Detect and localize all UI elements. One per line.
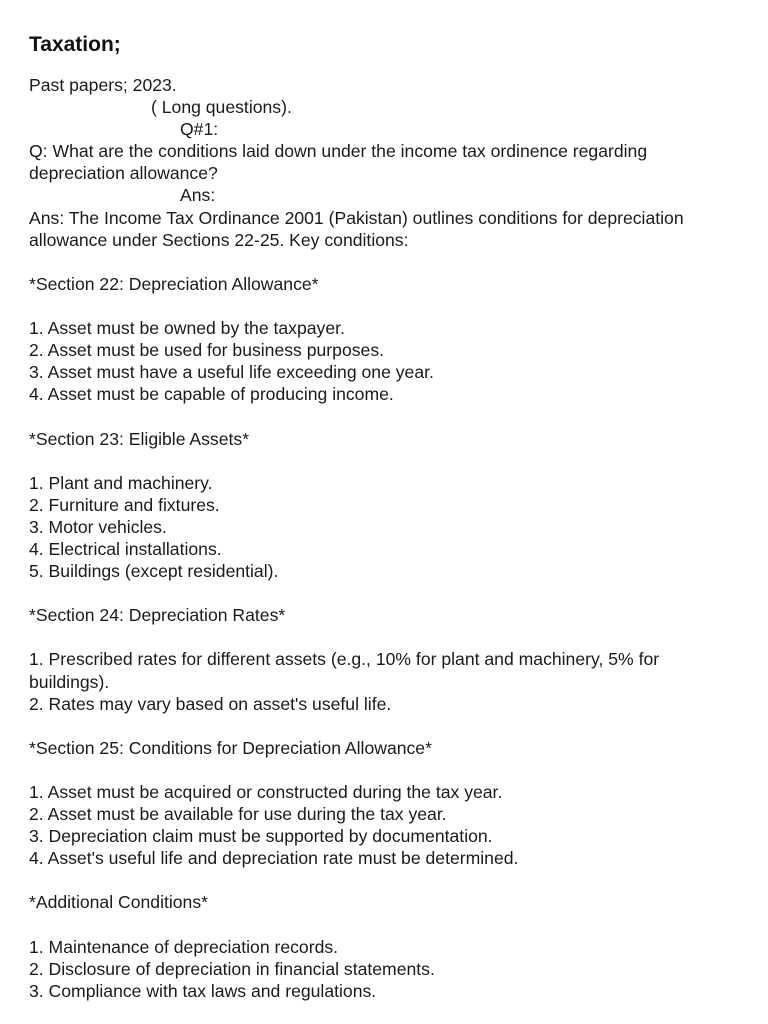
list-item: 2. Furniture and fixtures.	[29, 494, 220, 515]
section-heading: *Section 24: Depreciation Rates*	[29, 605, 286, 626]
question-text: Q: What are the conditions laid down under the income tax ordinence regarding depreciation allowance?	[29, 141, 652, 184]
list-item: 5. Buildings (except residential).	[29, 561, 279, 582]
spacer	[29, 251, 744, 273]
list-item: 2. Asset must be used for business purposes.	[29, 340, 385, 361]
section-heading: *Section 25: Conditions for Depreciation Allowance*	[29, 737, 432, 758]
question-number: Q#1:	[180, 119, 219, 140]
spacer	[29, 715, 744, 737]
spacer	[29, 582, 744, 604]
section-heading: *Section 22: Depreciation Allowance*	[29, 273, 319, 294]
spacer	[29, 626, 744, 648]
list-item: 2. Asset must be available for use during the tax year.	[29, 804, 447, 825]
list-item: 3. Motor vehicles.	[29, 516, 167, 537]
list-item: 1. Asset must be acquired or constructed during the tax year.	[29, 782, 503, 802]
list-item: 2. Rates may vary based on asset's useful life.	[29, 693, 392, 714]
section-block	[29, 428, 744, 583]
list-item: 4. Asset's useful life and depreciation rate must be determined.	[29, 848, 519, 869]
spacer	[29, 759, 744, 781]
list-item: 1. Plant and machinery.	[29, 472, 213, 493]
list-item: 4. Asset must be capable of producing income.	[29, 384, 394, 405]
document-title: Taxation;	[29, 33, 121, 56]
spacer	[29, 405, 744, 427]
list-item: 3. Compliance with tax laws and regulations.	[29, 980, 377, 1001]
section-block	[29, 891, 744, 1001]
section-block	[29, 273, 744, 406]
list-item: 1. Asset must be owned by the taxpayer.	[29, 318, 345, 339]
spacer	[29, 914, 744, 936]
list-item: 1. Maintenance of depreciation records.	[29, 936, 339, 957]
list-item: 2. Disclosure of depreciation in financial statements.	[29, 958, 435, 979]
spacer	[29, 869, 744, 891]
long-questions-line: ( Long questions).	[151, 97, 292, 118]
section-block	[29, 737, 744, 870]
list-item: 4. Electrical installations.	[29, 538, 222, 559]
section-block	[29, 604, 744, 714]
list-item: 3. Asset must have a useful life exceeding one year.	[29, 362, 434, 383]
document-page	[29, 30, 744, 1002]
ans-label: Ans:	[180, 185, 216, 206]
list-item: 1. Prescribed rates for different assets (e.g., 10% for plant and machinery, 5% for buildings).	[29, 649, 664, 692]
answer-intro: Ans: The Income Tax Ordinance 2001 (Pakistan) outlines conditions for depreciation allowance under Sections 22-25. Key conditions:	[29, 207, 689, 250]
section-heading: *Section 23: Eligible Assets*	[29, 428, 250, 449]
spacer	[29, 450, 744, 472]
section-heading: *Additional Conditions*	[29, 892, 208, 913]
spacer	[29, 295, 744, 317]
list-item: 3. Depreciation claim must be supported by documentation.	[29, 826, 493, 847]
past-papers-line: Past papers; 2023.	[29, 75, 177, 95]
